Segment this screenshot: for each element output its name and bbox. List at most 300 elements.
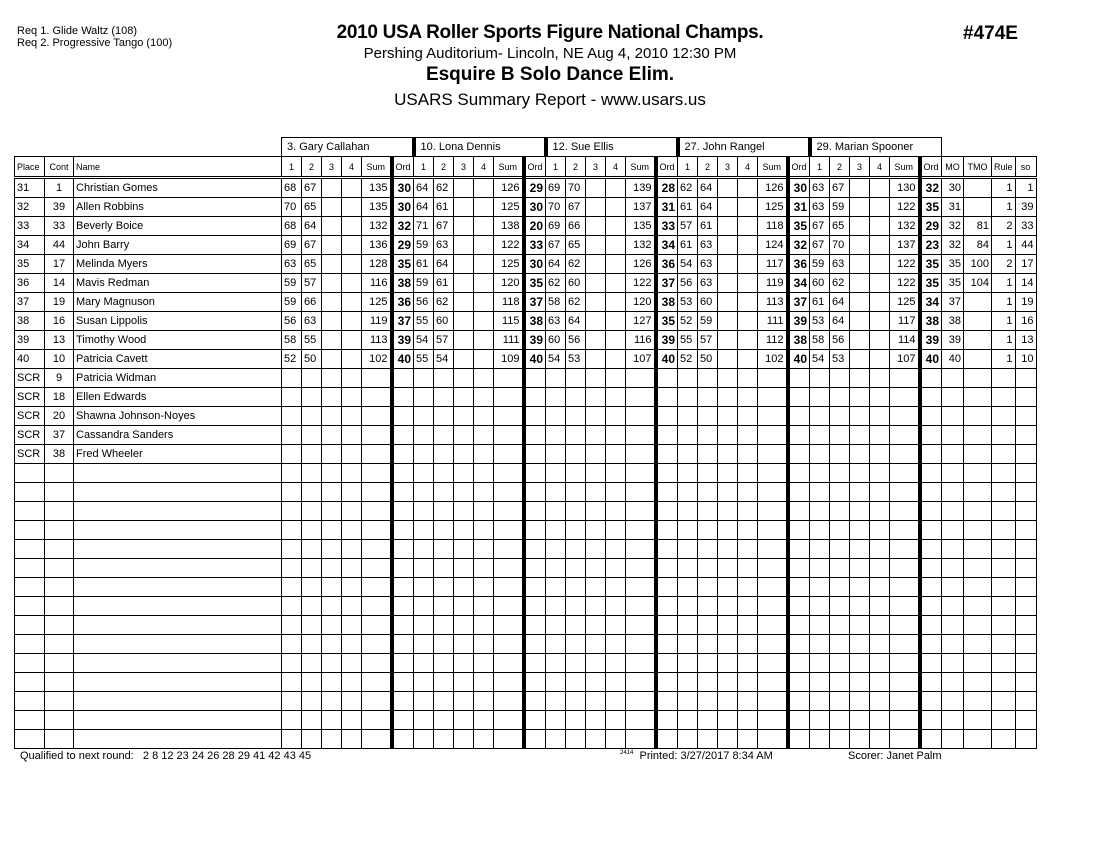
so-cell: 16 bbox=[1015, 312, 1036, 331]
score-4 bbox=[606, 673, 626, 692]
score-4 bbox=[870, 483, 890, 502]
score-1: 53 bbox=[810, 312, 830, 331]
score-3 bbox=[454, 445, 474, 464]
score-4 bbox=[606, 597, 626, 616]
qualified-list: 2 8 12 23 24 26 28 29 41 42 43 45 bbox=[142, 750, 312, 762]
score-1 bbox=[282, 711, 302, 730]
score-4 bbox=[870, 597, 890, 616]
score-2: 63 bbox=[698, 236, 718, 255]
sum-cell: 125 bbox=[758, 198, 788, 217]
score-3 bbox=[586, 483, 606, 502]
score-4 bbox=[870, 350, 890, 369]
score-1 bbox=[678, 616, 698, 635]
ordinal-cell bbox=[920, 464, 942, 483]
score-1 bbox=[546, 407, 566, 426]
name-cell bbox=[74, 464, 282, 483]
score-1 bbox=[282, 692, 302, 711]
score-4 bbox=[606, 407, 626, 426]
ordinal-cell bbox=[524, 730, 546, 749]
cont-cell: 39 bbox=[45, 198, 74, 217]
score-2 bbox=[698, 559, 718, 578]
place-cell: 34 bbox=[15, 236, 45, 255]
tmo-cell bbox=[964, 426, 992, 445]
sum-cell bbox=[626, 540, 656, 559]
score-3 bbox=[850, 540, 870, 559]
score-4 bbox=[342, 407, 362, 426]
score-2 bbox=[698, 730, 718, 749]
sum-cell bbox=[626, 464, 656, 483]
ordinal-cell bbox=[920, 369, 942, 388]
ordinal-cell bbox=[524, 654, 546, 673]
sum-cell bbox=[890, 559, 920, 578]
score-1: 60 bbox=[546, 331, 566, 350]
cont-cell: 1 bbox=[45, 178, 74, 198]
score-2: 63 bbox=[698, 255, 718, 274]
score-1 bbox=[282, 388, 302, 407]
ordinal-cell: 33 bbox=[656, 217, 678, 236]
ordinal-cell bbox=[392, 692, 414, 711]
column-header-row bbox=[15, 157, 1037, 178]
sum-cell bbox=[362, 711, 392, 730]
sum-cell bbox=[494, 616, 524, 635]
score-1 bbox=[414, 369, 434, 388]
so-cell bbox=[1015, 502, 1036, 521]
sum-cell bbox=[890, 692, 920, 711]
tmo-cell bbox=[964, 502, 992, 521]
table-row bbox=[15, 559, 1037, 578]
ordinal-cell: 20 bbox=[524, 217, 546, 236]
sum-cell: 102 bbox=[362, 350, 392, 369]
sum-cell bbox=[626, 407, 656, 426]
score-3 bbox=[322, 369, 342, 388]
place-cell: 33 bbox=[15, 217, 45, 236]
name-cell: Patricia Cavett bbox=[74, 350, 282, 369]
mo-cell: 31 bbox=[942, 198, 964, 217]
score-1 bbox=[414, 388, 434, 407]
ordinal-cell bbox=[524, 483, 546, 502]
sum-cell: 111 bbox=[758, 312, 788, 331]
table-row bbox=[15, 388, 1037, 407]
ordinal-cell: 32 bbox=[920, 178, 942, 198]
sum-cell bbox=[626, 654, 656, 673]
score-3 bbox=[322, 597, 342, 616]
score-1: 69 bbox=[546, 178, 566, 198]
score-2 bbox=[830, 483, 850, 502]
score-1: 63 bbox=[282, 255, 302, 274]
score-1 bbox=[810, 369, 830, 388]
tmo-cell bbox=[964, 445, 992, 464]
name-cell bbox=[74, 654, 282, 673]
sum-cell bbox=[758, 502, 788, 521]
ordinal-cell bbox=[656, 730, 678, 749]
score-2: 57 bbox=[302, 274, 322, 293]
score-2 bbox=[830, 692, 850, 711]
sum-cell bbox=[758, 673, 788, 692]
sum-cell bbox=[758, 407, 788, 426]
name-cell bbox=[74, 540, 282, 559]
name-cell bbox=[74, 483, 282, 502]
col-j2: 2 bbox=[566, 157, 586, 178]
score-3 bbox=[850, 616, 870, 635]
table-row bbox=[15, 521, 1037, 540]
so-cell bbox=[1015, 711, 1036, 730]
score-4 bbox=[606, 369, 626, 388]
mo-cell bbox=[942, 521, 964, 540]
cont-cell: 19 bbox=[45, 293, 74, 312]
score-2 bbox=[830, 445, 850, 464]
score-3 bbox=[454, 331, 474, 350]
score-3 bbox=[850, 178, 870, 198]
score-4 bbox=[738, 502, 758, 521]
sum-cell bbox=[494, 407, 524, 426]
cont-cell bbox=[45, 597, 74, 616]
score-1 bbox=[414, 597, 434, 616]
sum-cell: 111 bbox=[494, 331, 524, 350]
score-3 bbox=[322, 236, 342, 255]
so-cell bbox=[1015, 521, 1036, 540]
tmo-cell bbox=[964, 673, 992, 692]
rule-cell bbox=[992, 426, 1016, 445]
score-1 bbox=[546, 635, 566, 654]
score-3 bbox=[718, 293, 738, 312]
score-1 bbox=[546, 559, 566, 578]
score-4 bbox=[342, 369, 362, 388]
score-3 bbox=[586, 426, 606, 445]
mo-cell: 35 bbox=[942, 255, 964, 274]
mo-cell bbox=[942, 559, 964, 578]
name-cell: Shawna Johnson-Noyes bbox=[74, 407, 282, 426]
rule-cell bbox=[992, 635, 1016, 654]
tmo-cell bbox=[964, 388, 992, 407]
score-1: 59 bbox=[282, 293, 302, 312]
cont-cell bbox=[45, 692, 74, 711]
score-4 bbox=[474, 293, 494, 312]
sum-cell bbox=[758, 464, 788, 483]
score-2 bbox=[698, 711, 718, 730]
score-4 bbox=[870, 502, 890, 521]
score-3 bbox=[850, 502, 870, 521]
score-2: 59 bbox=[830, 198, 850, 217]
ordinal-cell bbox=[392, 483, 414, 502]
sum-cell bbox=[626, 578, 656, 597]
score-2 bbox=[434, 426, 454, 445]
score-3 bbox=[322, 559, 342, 578]
score-3 bbox=[586, 692, 606, 711]
score-4 bbox=[870, 388, 890, 407]
score-2 bbox=[566, 635, 586, 654]
ordinal-cell: 37 bbox=[524, 293, 546, 312]
score-1 bbox=[546, 483, 566, 502]
ordinal-cell bbox=[524, 635, 546, 654]
mo-cell bbox=[942, 388, 964, 407]
score-1 bbox=[810, 445, 830, 464]
ordinal-cell: 30 bbox=[524, 255, 546, 274]
table-row bbox=[15, 692, 1037, 711]
so-cell bbox=[1015, 559, 1036, 578]
ordinal-cell: 32 bbox=[392, 217, 414, 236]
score-3 bbox=[322, 464, 342, 483]
score-1: 58 bbox=[810, 331, 830, 350]
score-3 bbox=[718, 274, 738, 293]
score-3 bbox=[454, 673, 474, 692]
sum-cell bbox=[758, 369, 788, 388]
mo-cell bbox=[942, 673, 964, 692]
sum-cell bbox=[494, 426, 524, 445]
score-4 bbox=[342, 578, 362, 597]
sum-cell bbox=[758, 426, 788, 445]
score-1: 64 bbox=[546, 255, 566, 274]
score-4 bbox=[606, 350, 626, 369]
tmo-cell bbox=[964, 711, 992, 730]
score-4 bbox=[342, 464, 362, 483]
score-2 bbox=[302, 597, 322, 616]
col-j4: 4 bbox=[342, 157, 362, 178]
col-j3: 3 bbox=[454, 157, 474, 178]
score-1 bbox=[414, 635, 434, 654]
ordinal-cell: 40 bbox=[788, 350, 810, 369]
judge-name: 29. Marian Spooner bbox=[810, 138, 942, 157]
rule-cell: 2 bbox=[992, 255, 1016, 274]
score-4 bbox=[738, 388, 758, 407]
sum-cell bbox=[362, 502, 392, 521]
ordinal-cell bbox=[524, 597, 546, 616]
score-4 bbox=[342, 217, 362, 236]
col-j1: 1 bbox=[282, 157, 302, 178]
score-2: 63 bbox=[698, 274, 718, 293]
rule-cell: 1 bbox=[992, 331, 1016, 350]
so-cell bbox=[1015, 578, 1036, 597]
score-1 bbox=[678, 369, 698, 388]
ordinal-cell: 36 bbox=[788, 255, 810, 274]
score-3 bbox=[322, 255, 342, 274]
sum-cell: 126 bbox=[626, 255, 656, 274]
score-1: 55 bbox=[678, 331, 698, 350]
venue-line: Pershing Auditorium- Lincoln, NE Aug 4, 2010 12:30 PM bbox=[363, 45, 737, 62]
mo-cell: 38 bbox=[942, 312, 964, 331]
name-cell: Cassandra Sanders bbox=[74, 426, 282, 445]
score-4 bbox=[606, 540, 626, 559]
score-1: 63 bbox=[810, 178, 830, 198]
col-ord: Ord bbox=[920, 157, 942, 178]
col-cont: Cont bbox=[45, 157, 74, 178]
score-3 bbox=[322, 673, 342, 692]
score-1 bbox=[546, 502, 566, 521]
mo-cell: 35 bbox=[942, 274, 964, 293]
table-row bbox=[15, 730, 1037, 749]
score-1: 53 bbox=[678, 293, 698, 312]
score-2 bbox=[698, 483, 718, 502]
score-1 bbox=[414, 426, 434, 445]
ordinal-cell: 29 bbox=[920, 217, 942, 236]
ordinal-cell: 40 bbox=[524, 350, 546, 369]
ordinal-cell bbox=[920, 502, 942, 521]
score-4 bbox=[738, 369, 758, 388]
score-2 bbox=[302, 692, 322, 711]
score-3 bbox=[322, 388, 342, 407]
score-3 bbox=[586, 198, 606, 217]
score-4 bbox=[474, 312, 494, 331]
sum-cell bbox=[626, 521, 656, 540]
score-4 bbox=[738, 426, 758, 445]
place-cell: 38 bbox=[15, 312, 45, 331]
sum-cell: 137 bbox=[626, 198, 656, 217]
score-4 bbox=[738, 730, 758, 749]
score-4 bbox=[870, 635, 890, 654]
cont-cell: 16 bbox=[45, 312, 74, 331]
score-4 bbox=[870, 274, 890, 293]
score-3 bbox=[454, 654, 474, 673]
table-row bbox=[15, 464, 1037, 483]
score-3 bbox=[586, 255, 606, 274]
sum-cell bbox=[362, 692, 392, 711]
event-number: #474E bbox=[963, 23, 1018, 44]
score-2 bbox=[302, 502, 322, 521]
cont-cell bbox=[45, 673, 74, 692]
score-3 bbox=[322, 426, 342, 445]
score-4 bbox=[474, 445, 494, 464]
ordinal-cell bbox=[392, 426, 414, 445]
score-1: 68 bbox=[282, 217, 302, 236]
col-j4: 4 bbox=[606, 157, 626, 178]
place-cell: 36 bbox=[15, 274, 45, 293]
tmo-cell: 81 bbox=[964, 217, 992, 236]
ordinal-cell bbox=[788, 635, 810, 654]
sum-cell: 102 bbox=[758, 350, 788, 369]
sum-cell bbox=[362, 578, 392, 597]
score-4 bbox=[474, 255, 494, 274]
score-3 bbox=[850, 654, 870, 673]
ordinal-cell: 30 bbox=[524, 198, 546, 217]
score-3 bbox=[850, 274, 870, 293]
sum-cell bbox=[758, 597, 788, 616]
cont-cell bbox=[45, 464, 74, 483]
score-3 bbox=[586, 217, 606, 236]
score-4 bbox=[870, 369, 890, 388]
sum-cell bbox=[362, 369, 392, 388]
score-4 bbox=[870, 578, 890, 597]
score-2: 65 bbox=[302, 198, 322, 217]
cont-cell: 33 bbox=[45, 217, 74, 236]
score-4 bbox=[474, 198, 494, 217]
score-4 bbox=[606, 692, 626, 711]
judge-name: 27. John Rangel bbox=[678, 138, 810, 157]
score-1: 52 bbox=[678, 312, 698, 331]
score-3 bbox=[718, 388, 738, 407]
score-2 bbox=[566, 464, 586, 483]
score-1 bbox=[810, 635, 830, 654]
sum-cell bbox=[890, 578, 920, 597]
sum-cell: 107 bbox=[626, 350, 656, 369]
ordinal-cell bbox=[788, 711, 810, 730]
sum-cell bbox=[494, 597, 524, 616]
place-cell: SCR bbox=[15, 407, 45, 426]
score-3 bbox=[586, 407, 606, 426]
sum-cell bbox=[890, 388, 920, 407]
score-4 bbox=[870, 293, 890, 312]
score-4 bbox=[474, 711, 494, 730]
score-3 bbox=[586, 635, 606, 654]
score-1: 52 bbox=[282, 350, 302, 369]
mo-cell bbox=[942, 426, 964, 445]
so-cell: 44 bbox=[1015, 236, 1036, 255]
sum-cell bbox=[362, 388, 392, 407]
ordinal-cell bbox=[788, 464, 810, 483]
sum-cell bbox=[494, 654, 524, 673]
place-cell bbox=[15, 654, 45, 673]
place-cell: 31 bbox=[15, 178, 45, 198]
score-3 bbox=[454, 521, 474, 540]
score-1 bbox=[810, 540, 830, 559]
mo-cell bbox=[942, 445, 964, 464]
score-3 bbox=[322, 654, 342, 673]
col-tmo: TMO bbox=[964, 157, 992, 178]
so-cell bbox=[1015, 616, 1036, 635]
score-4 bbox=[342, 274, 362, 293]
rule-cell: 2 bbox=[992, 217, 1016, 236]
report-subtitle: USARS Summary Report - www.usars.us bbox=[394, 90, 706, 109]
sum-cell bbox=[494, 502, 524, 521]
score-4 bbox=[342, 521, 362, 540]
so-cell bbox=[1015, 730, 1036, 749]
sum-cell bbox=[890, 635, 920, 654]
score-1 bbox=[546, 692, 566, 711]
ordinal-cell bbox=[656, 483, 678, 502]
score-2 bbox=[434, 616, 454, 635]
score-3 bbox=[322, 483, 342, 502]
sum-cell: 138 bbox=[494, 217, 524, 236]
ordinal-cell bbox=[392, 445, 414, 464]
ordinal-cell: 31 bbox=[788, 198, 810, 217]
score-4 bbox=[870, 616, 890, 635]
score-1 bbox=[678, 483, 698, 502]
score-4 bbox=[342, 312, 362, 331]
name-cell bbox=[74, 597, 282, 616]
rule-cell: 1 bbox=[992, 198, 1016, 217]
score-1 bbox=[546, 616, 566, 635]
ordinal-cell bbox=[524, 445, 546, 464]
score-1 bbox=[282, 521, 302, 540]
score-1 bbox=[282, 369, 302, 388]
sum-cell bbox=[758, 654, 788, 673]
col-ord: Ord bbox=[392, 157, 414, 178]
ordinal-cell bbox=[656, 692, 678, 711]
score-1 bbox=[546, 521, 566, 540]
place-cell bbox=[15, 540, 45, 559]
score-2 bbox=[434, 730, 454, 749]
score-4 bbox=[738, 578, 758, 597]
col-ord: Ord bbox=[656, 157, 678, 178]
score-1 bbox=[414, 483, 434, 502]
score-3 bbox=[850, 635, 870, 654]
score-3 bbox=[454, 692, 474, 711]
score-1 bbox=[546, 388, 566, 407]
cont-cell bbox=[45, 654, 74, 673]
rule-cell bbox=[992, 464, 1016, 483]
sum-cell bbox=[758, 445, 788, 464]
sum-cell: 113 bbox=[758, 293, 788, 312]
score-2 bbox=[698, 540, 718, 559]
score-4 bbox=[738, 521, 758, 540]
ordinal-cell bbox=[788, 521, 810, 540]
score-1 bbox=[678, 597, 698, 616]
score-1 bbox=[414, 521, 434, 540]
score-2 bbox=[302, 673, 322, 692]
table-row bbox=[15, 255, 1037, 274]
score-4 bbox=[738, 711, 758, 730]
score-1: 59 bbox=[414, 236, 434, 255]
ordinal-cell bbox=[788, 388, 810, 407]
score-3 bbox=[586, 178, 606, 198]
